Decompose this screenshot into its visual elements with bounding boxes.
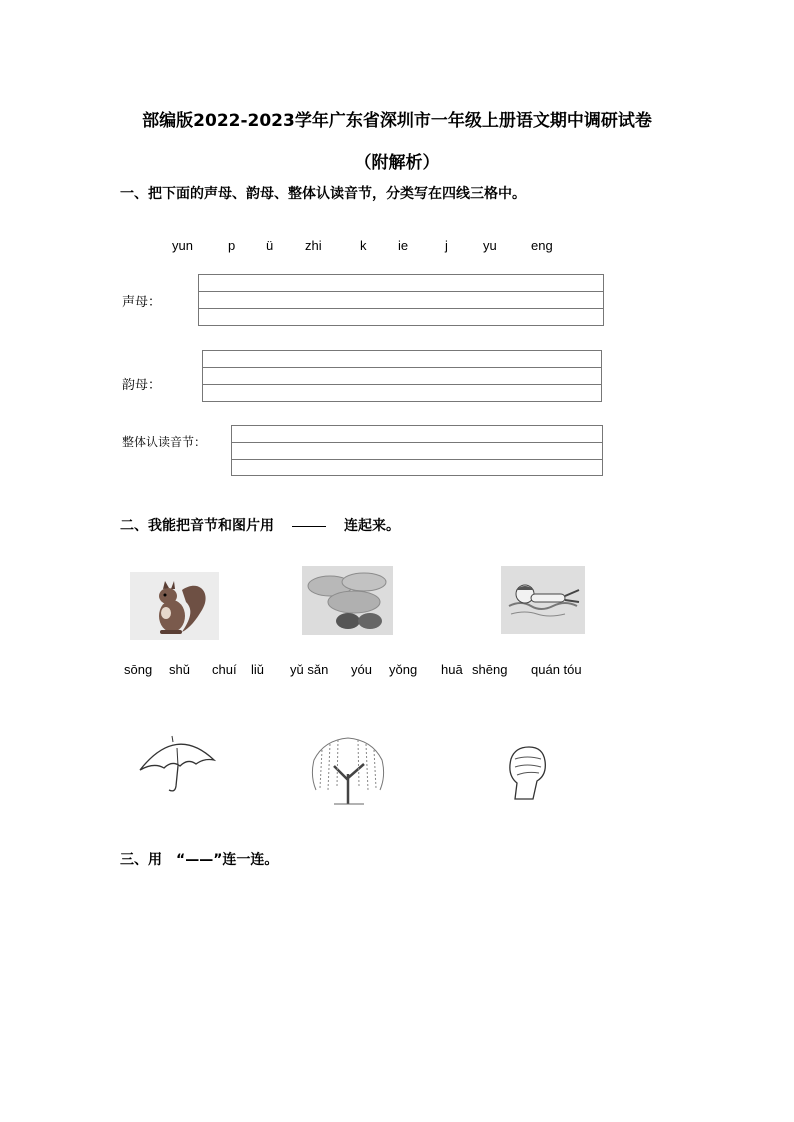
section1-heading: 一、把下面的声母、韵母、整体认读音节，分类写在四线三格中。 [120,186,526,202]
pinyin-option: chuí [212,662,237,677]
pinyin-option: huā [441,662,463,677]
pinyin-option: liǔ [251,662,265,677]
label-zhengti: 整体认读音节： [122,435,207,449]
writing-grid-yunmu[interactable] [202,350,602,402]
pinyin-option: quán tóu [531,662,582,677]
section2-heading [120,515,400,535]
pinyin-option: shǔ [169,662,190,677]
syllable: yun [172,238,193,253]
writing-grid-zhengti[interactable] [231,425,603,476]
swimmer-image[interactable] [501,566,585,634]
syllable: ü [266,238,274,253]
syllable: k [360,238,367,253]
syllable: j [445,238,448,253]
section3-heading-a: 三、用 [120,852,162,868]
peanuts-image[interactable] [302,566,393,635]
syllable: p [228,238,236,253]
dash-line [292,526,326,527]
willow-tree-image[interactable] [304,730,392,808]
syllable: eng [531,238,553,253]
section2-heading-a: 二、我能把音节和图片用 [120,518,274,534]
section3-heading-b: “——”连一连。 [176,852,279,868]
page-title: 部编版2022-2023学年广东省深圳市一年级上册语文期中调研试卷 [142,111,652,131]
pinyin-option: yóu [351,662,372,677]
page-subtitle: （附解析） [354,153,440,173]
squirrel-image[interactable] [130,572,219,640]
writing-grid-shengmu[interactable] [198,274,604,326]
syllable: yu [483,238,497,253]
pinyin-option: sōng [124,662,153,677]
syllable: ie [398,238,409,253]
pinyin-option: yǒng [389,662,418,677]
section2-heading-b: 连起来。 [344,518,400,534]
section3-heading [120,849,278,869]
syllable: zhi [305,238,322,253]
umbrella-image[interactable] [136,730,216,796]
fist-image[interactable] [501,739,551,801]
label-shengmu: 声母： [122,295,162,310]
label-yunmu: 韵母： [122,378,162,393]
pinyin-option: yǔ sǎn [290,662,329,677]
pinyin-option: shēng [472,662,508,677]
